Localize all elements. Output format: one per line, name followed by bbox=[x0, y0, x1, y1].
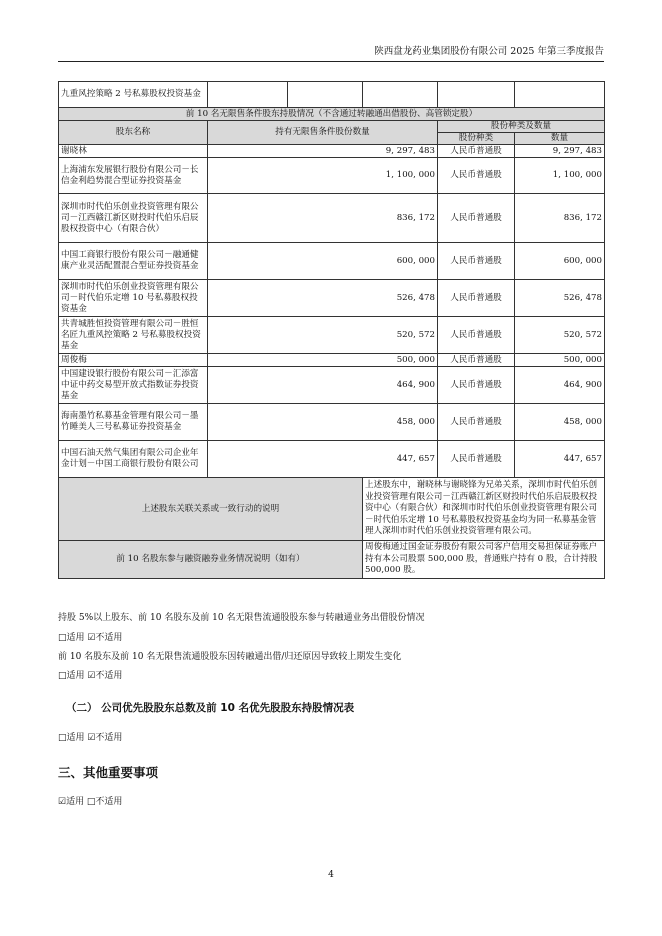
margin-text: 周俊梅通过国金证券股份有限公司客户信用交易担保证券账户持有本公司股票 500,000 股，普通账户持有 0 股，合计持股 500,000 股。 bbox=[363, 541, 605, 579]
table-row bbox=[59, 194, 605, 243]
holder-shares: 464, 900 bbox=[208, 367, 438, 404]
holder-class-qty: 520, 572 bbox=[515, 317, 605, 354]
holder-name: 深圳市时代伯乐创业投资管理有限公司－时代伯乐定增 10 号私募股权投资基金 bbox=[59, 280, 208, 317]
holder-name: 上海浦东发展银行股份有限公司－长信金利趋势混合型证券投资基金 bbox=[59, 158, 208, 194]
col-header-name: 股东名称 bbox=[59, 121, 208, 145]
relation-label: 上述股东关联关系或一致行动的说明 bbox=[59, 478, 363, 541]
holder-class-qty: 447, 657 bbox=[515, 441, 605, 478]
section-2-option: □适用 ☑不适用 bbox=[58, 733, 123, 743]
holder-class-qty: 1, 100, 000 bbox=[515, 158, 605, 194]
section-2-title: （二） 公司优先股股东总数及前 10 名优先股股东持股情况表 bbox=[66, 702, 355, 714]
holder-class-type: 人民币普通股 bbox=[438, 145, 515, 158]
margin-label: 前 10 名股东参与融资融券业务情况说明（如有） bbox=[59, 541, 363, 579]
holder-name: 谢晓林 bbox=[59, 145, 208, 158]
holder-name: 中国石油天然气集团有限公司企业年金计划－中国工商银行股份有限公司 bbox=[59, 441, 208, 478]
holder-shares: 9, 297, 483 bbox=[208, 145, 438, 158]
holder-name: 中国工商银行股份有限公司－融通健康产业灵活配置混合型证券投资基金 bbox=[59, 243, 208, 280]
lending-disclosure-option: □适用 ☑不适用 bbox=[58, 633, 123, 643]
table-row bbox=[59, 441, 605, 478]
lending-change-text: 前 10 名股东及前 10 名无限售流通股股东因转融通出借/归还原因导致较上期发生变化 bbox=[58, 652, 402, 662]
holder-class-qty: 526, 478 bbox=[515, 280, 605, 317]
lending-disclosure-text: 持股 5%以上股东、前 10 名股东及前 10 名无限售流通股股东参与转融通业务出借股份情况 bbox=[58, 613, 425, 623]
holder-shares: 447, 657 bbox=[208, 441, 438, 478]
table-row bbox=[59, 317, 605, 354]
table-row bbox=[59, 243, 605, 280]
table-row bbox=[59, 354, 605, 367]
col-header-class-type: 股份种类 bbox=[438, 133, 515, 145]
carry-over-name: 九重风控策略 2 号私募股权投资基金 bbox=[59, 82, 208, 108]
holder-shares: 836, 172 bbox=[208, 194, 438, 243]
relation-row bbox=[59, 478, 605, 541]
holder-name: 深圳市时代伯乐创业投资管理有限公司－江西赣江新区财投时代伯乐启辰股权投资中心（有限合伙） bbox=[59, 194, 208, 243]
margin-row bbox=[59, 541, 605, 579]
holder-shares: 500, 000 bbox=[208, 354, 438, 367]
holder-class-qty: 464, 900 bbox=[515, 367, 605, 404]
table-row bbox=[59, 367, 605, 404]
holder-name: 周俊梅 bbox=[59, 354, 208, 367]
holder-class-qty: 600, 000 bbox=[515, 243, 605, 280]
lending-change-option: □适用 ☑不适用 bbox=[58, 671, 123, 681]
holder-shares: 600, 000 bbox=[208, 243, 438, 280]
col-header-shares: 持有无限售条件股份数量 bbox=[208, 121, 438, 145]
holder-name: 中国建设银行股份有限公司－汇添富中证中药交易型开放式指数证券投资基金 bbox=[59, 367, 208, 404]
holder-shares: 520, 572 bbox=[208, 317, 438, 354]
table-row bbox=[59, 404, 605, 441]
report-header: 陕西盘龙药业集团股份有限公司 2025 年第三季度报告 bbox=[58, 46, 604, 62]
holder-class-type: 人民币普通股 bbox=[438, 194, 515, 243]
col-header-class-qty: 数量 bbox=[515, 133, 605, 145]
holder-shares: 1, 100, 000 bbox=[208, 158, 438, 194]
top10-holders-table bbox=[58, 81, 605, 579]
holder-class-type: 人民币普通股 bbox=[438, 317, 515, 354]
holder-name: 海南墨竹私募基金管理有限公司－墨竹睡美人三号私募证券投资基金 bbox=[59, 404, 208, 441]
holder-shares: 458, 000 bbox=[208, 404, 438, 441]
holder-class-qty: 9, 297, 483 bbox=[515, 145, 605, 158]
col-header-class-group: 股份种类及数量 bbox=[438, 121, 605, 133]
section-3-title: 三、其他重要事项 bbox=[58, 765, 159, 780]
holder-name: 共青城胜恒投资管理有限公司－胜恒名匠九重风控策略 2 号私募股权投资基金 bbox=[59, 317, 208, 354]
holder-class-type: 人民币普通股 bbox=[438, 404, 515, 441]
holder-class-type: 人民币普通股 bbox=[438, 280, 515, 317]
relation-text: 上述股东中，谢晓林与谢晓锋为兄弟关系，深圳市时代伯乐创业投资管理有限公司－江西赣江新区财投时代伯乐启辰股权投资中心（有限合伙）和深圳市时代伯乐创业投资管理有限公司－时代伯乐定增 10 号私募股权投资基金均为同一私募基金管理人深圳市时代伯乐创业投资管理有限公司。 bbox=[363, 478, 605, 541]
holder-class-type: 人民币普通股 bbox=[438, 367, 515, 404]
table-caption: 前 10 名无限售条件股东持股情况（不含通过转融通出借股份、高管锁定股） bbox=[59, 108, 605, 121]
section-3-option: ☑适用 □不适用 bbox=[58, 797, 123, 807]
holder-shares: 526, 478 bbox=[208, 280, 438, 317]
page-number: 4 bbox=[328, 870, 334, 880]
holder-class-type: 人民币普通股 bbox=[438, 441, 515, 478]
holder-class-type: 人民币普通股 bbox=[438, 243, 515, 280]
holder-class-qty: 458, 000 bbox=[515, 404, 605, 441]
holder-class-qty: 836, 172 bbox=[515, 194, 605, 243]
holder-class-qty: 500, 000 bbox=[515, 354, 605, 367]
carry-over-row bbox=[59, 82, 605, 108]
table-row bbox=[59, 145, 605, 158]
holder-class-type: 人民币普通股 bbox=[438, 354, 515, 367]
holder-class-type: 人民币普通股 bbox=[438, 158, 515, 194]
table-row bbox=[59, 158, 605, 194]
table-row bbox=[59, 280, 605, 317]
